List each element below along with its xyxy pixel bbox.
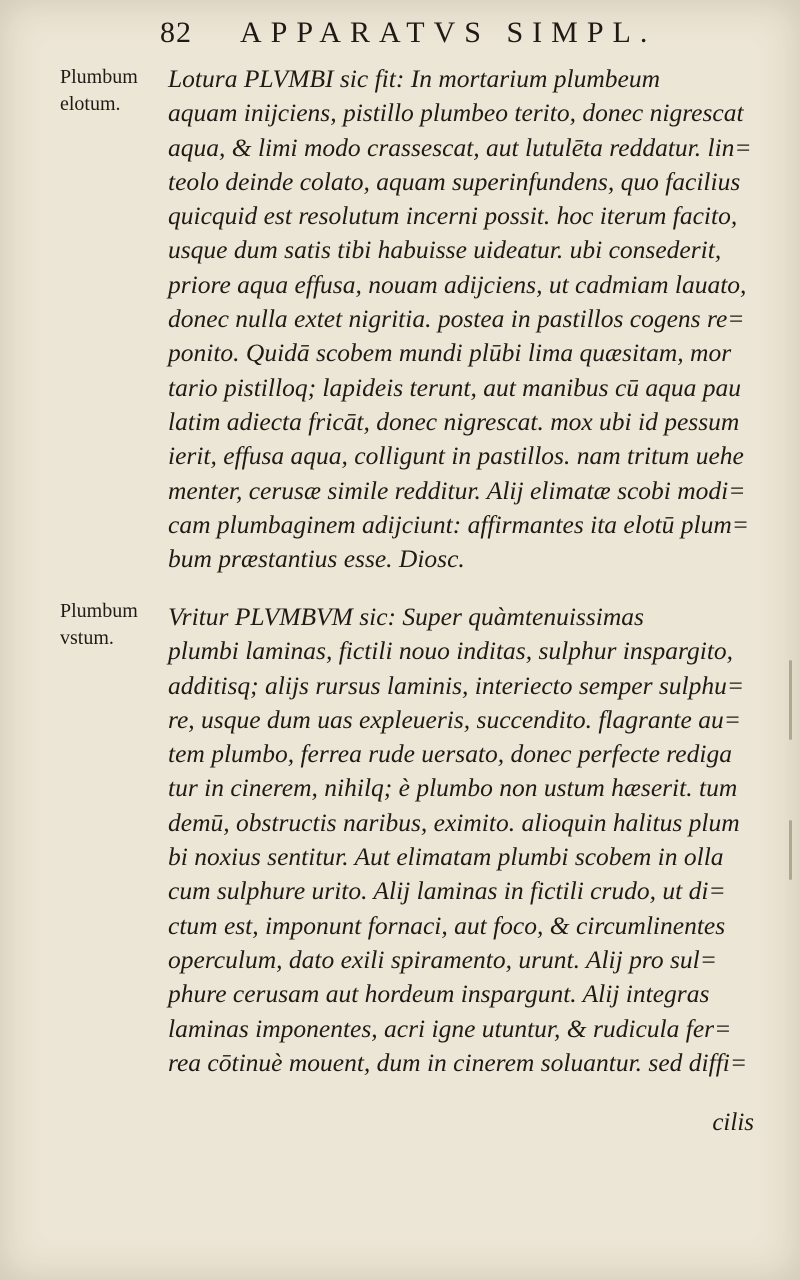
page-header — [160, 14, 700, 54]
text-line: cam plumbaginem adijciunt: affirmantes ita elotū plum= — [168, 509, 749, 539]
text-line: ponito. Quidā scobem mundi plūbi lima quæsitam, mor — [168, 338, 732, 368]
margin-note-line: vstum. — [60, 627, 114, 649]
text-line: priore aqua effusa, nouam adijciens, ut cadmiam lauato, — [168, 269, 747, 299]
text-line: latim adiecta fricāt, donec nigrescat. mox ubi id pessum — [168, 406, 740, 436]
text-line: bum præstantius esse. Diosc. — [168, 544, 465, 574]
text-line: laminas imponentes, acri igne utuntur, & rudicula fer= — [168, 1013, 732, 1043]
text-line: aqua, & limi modo crassescat, aut lutulēta reddatur. lin= — [168, 132, 752, 162]
page-edge-mark — [789, 820, 792, 880]
paragraph-lotura-plumbi — [168, 62, 780, 576]
page-edge-mark — [789, 660, 792, 740]
text-line: cum sulphure urito. Alij laminas in fictili crudo, ut di= — [168, 876, 726, 906]
text-line: ctum est, imponunt fornaci, aut foco, & circumlinentes — [168, 910, 726, 940]
text-line: donec nulla extet nigritia. postea in pastillos cogens re= — [168, 304, 745, 334]
text-line: ierit, effusa aqua, colligunt in pastillos. nam tritum uehe — [168, 441, 744, 471]
text-line: rea cōtinuè mouent, dum in cinerem soluantur. sed diffi= — [168, 1047, 748, 1077]
margin-note-line: elotum. — [60, 93, 121, 115]
text-line: quicquid est resolutum incerni possit. hoc iterum facito, — [168, 201, 738, 231]
margin-note-line: Plumbum — [60, 600, 138, 622]
margin-note-plumbum-elotum — [60, 64, 170, 118]
text-line: operculum, dato exili spiramento, urunt. Alij pro sul= — [168, 944, 717, 974]
text-line: tario pistilloq; lapideis terunt, aut manibus cū aqua pau — [168, 372, 742, 402]
margin-note-line: Plumbum — [60, 66, 138, 88]
catchword: cilis — [712, 1109, 754, 1136]
running-head: APPARATVS SIMPL. — [240, 16, 657, 49]
text-line: phure cerusam aut hordeum inspargunt. Alij integras — [168, 979, 710, 1009]
text-line: additisq; alijs rursus laminis, interiecto semper sulphu= — [168, 670, 745, 700]
text-line: plumbi laminas, fictili nouo inditas, sulphur inspargito, — [168, 636, 734, 666]
text-line: bi noxius sentitur. Aut elimatam plumbi scobem in olla — [168, 842, 724, 872]
text-line: demū, obstructis naribus, eximito. alioquin halitus plum — [168, 807, 740, 837]
text-line: menter, cerusæ simile redditur. Alij elimatæ scobi modi= — [168, 475, 746, 505]
page-number: 82 — [160, 16, 192, 49]
text-line: usque dum satis tibi habuisse uideatur. ubi consederit, — [168, 235, 722, 265]
margin-note-plumbum-vstum — [60, 598, 170, 652]
text-line: Lotura PLVMBI sic fit: In mortarium plumbeum — [168, 64, 661, 93]
paragraph-vritur-plumbum — [168, 600, 780, 1080]
text-line: tur in cinerem, nihilq; è plumbo non ustum hæserit. tum — [168, 773, 738, 803]
text-line: re, usque dum uas expleueris, succendito. flagrante au= — [168, 704, 741, 734]
text-line: aquam inijciens, pistillo plumbeo terito, donec nigrescat — [168, 98, 744, 128]
text-line: tem plumbo, ferrea rude uersato, donec perfecte rediga — [168, 739, 732, 769]
text-line: teolo deinde colato, aquam superinfundens, quo facilius — [168, 166, 741, 196]
text-line: Vritur PLVMBVM sic: Super quàmtenuissimas — [168, 602, 644, 631]
